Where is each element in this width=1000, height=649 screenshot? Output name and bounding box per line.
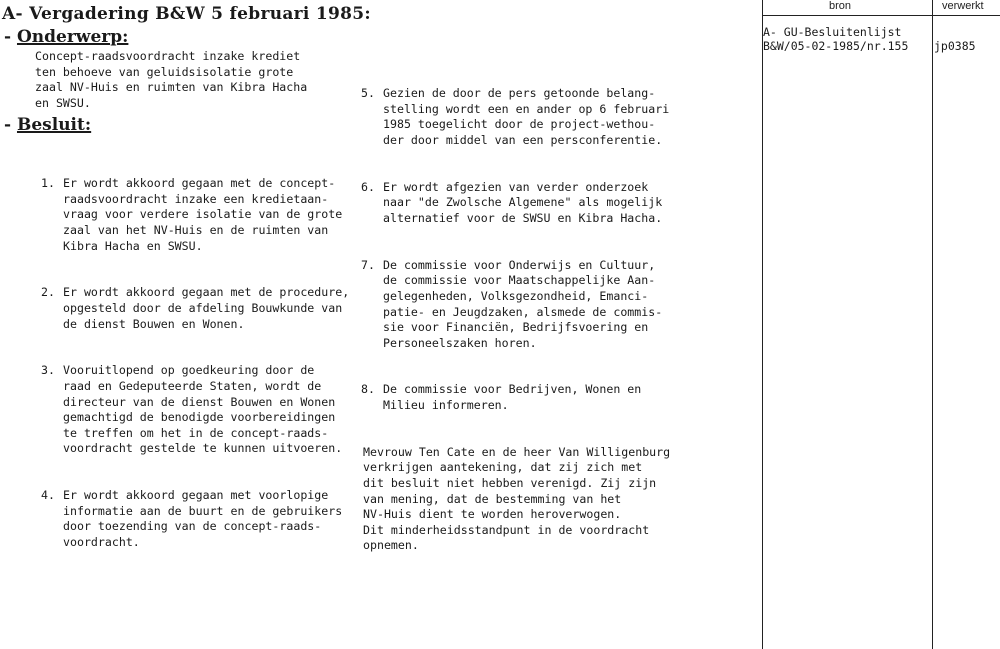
besluit-item (35, 176, 349, 254)
item-text: De commissie voor Onderwijs en Cultuur, de commissie voor Maatschappelijke Aan- gelegenheden, Volksgezondheid, Emanci- patie- en Jeugdzaken, alsmede de commis- sie voor Financiën, Bedrijfsvoering en Personeelszaken horen. (383, 257, 663, 350)
besluit-item (355, 258, 670, 352)
column-header-bron: bron (829, 0, 852, 12)
item-number: 4. (41, 488, 55, 503)
onderwerp-text: Concept-raadsvoordracht inzake krediet ten behoeve van geluidsisolatie grote zaal NV-Huis en ruimten van Kibra Hacha en SWSU. (35, 49, 308, 110)
verwerkt-cell: jp0385 (934, 39, 976, 53)
onderwerp-heading-text: Onderwerp: (16, 27, 129, 47)
item-number: 1. (41, 176, 55, 191)
table-divider (932, 0, 933, 649)
besluit-item (355, 86, 670, 148)
besluit-heading-text: Besluit: (16, 115, 92, 135)
besluit-column-left (35, 145, 349, 582)
bron-cell: A- GU-Besluitenlijst B&W/05-02-1985/nr.155 (763, 25, 909, 53)
onderwerp-heading: - Onderwerp: (4, 27, 129, 47)
item-text: Gezien de door de pers getoonde belang- stelling wordt een en ander op 6 februari 1985 toegelicht door de project-wethou- der door middel van een persconferentie. (383, 86, 670, 147)
document-title: A- Vergadering B&W 5 februari 1985: (2, 4, 371, 24)
item-text: Er wordt akkoord gegaan met de concept- raadsvoordracht inzake een kredietaan- vraag voor verdere isolatie van de grote zaal van het NV-Huis en de ruimten van Kibra Hacha en SWSU. (63, 176, 343, 253)
item-number: 7. (361, 257, 375, 272)
item-number: 5. (361, 86, 375, 101)
item-text: De commissie voor Bedrijven, Wonen en Milieu informeren. (383, 382, 642, 413)
minority-note: Mevrouw Ten Cate en de heer Van Willigenburg verkrijgen aantekening, dat zij zich met dit besluit niet hebben verenigd. Zij zijn van mening, dat de bestemming van het NV-Huis dient te worden heroverwogen. Dit minderheidsstandpunt in de voordracht opnemen. (363, 444, 671, 553)
besluit-item (35, 285, 349, 332)
item-text: Er wordt akkoord gegaan met de procedure, opgesteld door de afdeling Bouwkunde van de dienst Bouwen en Wonen. (63, 285, 350, 331)
besluit-heading: - Besluit: (4, 115, 92, 135)
column-header-verwerkt: verwerkt (942, 0, 984, 12)
table-divider (762, 0, 763, 649)
item-number: 6. (361, 179, 375, 194)
item-text: Er wordt akkoord gegaan met voorlopige informatie aan de buurt en de gebruikers door toezending van de concept-raads- voordracht. (63, 488, 343, 549)
item-number: 2. (41, 285, 55, 300)
besluit-item (355, 180, 670, 227)
besluit-item (35, 488, 349, 550)
besluit-item (355, 382, 670, 413)
besluit-item (35, 363, 349, 457)
besluit-column-right (355, 55, 670, 585)
item-text: Vooruitlopend op goedkeuring door de raad en Gedeputeerde Staten, wordt de directeur van de dienst Bouwen en Wonen gemachtigd de benodigde voorbereidingen te treffen om het in de concept-raads- voordracht gestelde te kunnen uitvoeren. (63, 363, 343, 456)
item-number: 3. (41, 363, 55, 378)
table-header-rule (762, 15, 1000, 16)
item-number: 8. (361, 382, 375, 397)
item-text: Er wordt afgezien van verder onderzoek naar "de Zwolsche Algemene" als mogelijk alternatief voor de SWSU en Kibra Hacha. (383, 179, 663, 225)
